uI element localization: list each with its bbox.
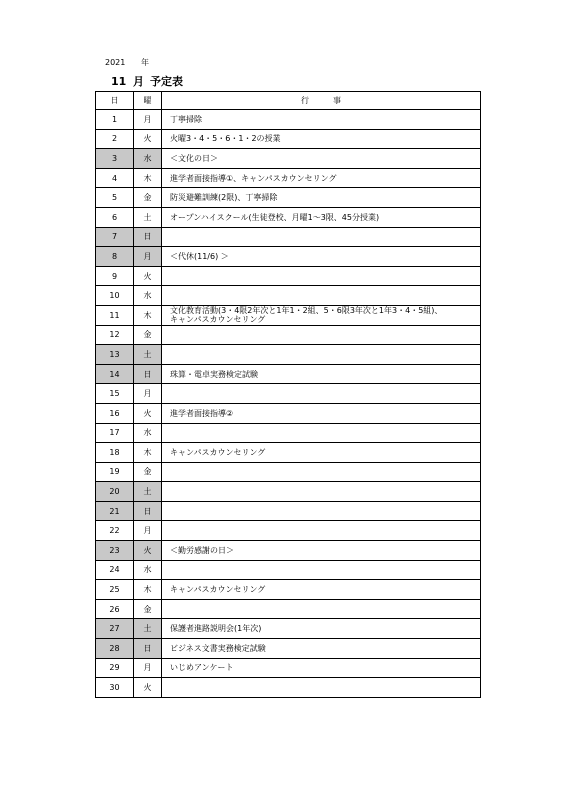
table-row — [96, 364, 481, 384]
year-label: 年 — [141, 58, 149, 67]
day-cell: 1 — [96, 110, 134, 130]
month-label: 月 — [133, 75, 144, 88]
weekday-cell: 日 — [134, 364, 162, 384]
weekday-cell: 土 — [134, 619, 162, 639]
event-cell — [162, 482, 481, 502]
day-cell: 3 — [96, 149, 134, 169]
event-cell: 進学者面接指導② — [162, 403, 481, 423]
month-value: 11 — [111, 75, 127, 88]
weekday-cell: 日 — [134, 227, 162, 247]
day-cell: 5 — [96, 188, 134, 208]
event-cell: ＜文化の日＞ — [162, 149, 481, 169]
weekday-cell: 土 — [134, 345, 162, 365]
event-cell — [162, 678, 481, 698]
day-column-header: 日 — [96, 92, 134, 110]
table-row — [96, 482, 481, 502]
table-header-row — [96, 92, 481, 110]
table-row — [96, 658, 481, 678]
table-row — [96, 403, 481, 423]
day-cell: 11 — [96, 305, 134, 325]
event-cell: 防災避難訓練(2限)、丁寧掃除 — [162, 188, 481, 208]
table-row — [96, 188, 481, 208]
table-row — [96, 286, 481, 306]
table-row — [96, 305, 481, 325]
weekday-cell: 火 — [134, 541, 162, 561]
day-cell: 15 — [96, 384, 134, 404]
table-row — [96, 266, 481, 286]
table-row — [96, 345, 481, 365]
day-cell: 8 — [96, 247, 134, 267]
weekday-cell: 月 — [134, 658, 162, 678]
day-cell: 29 — [96, 658, 134, 678]
day-cell: 26 — [96, 599, 134, 619]
table-row — [96, 639, 481, 659]
weekday-cell: 月 — [134, 521, 162, 541]
event-cell: オープンハイスクール(生徒登校、月曜1～3限、45分授業) — [162, 207, 481, 227]
event-cell — [162, 560, 481, 580]
year-value: 2021 — [105, 58, 126, 67]
day-cell: 27 — [96, 619, 134, 639]
weekday-cell: 金 — [134, 188, 162, 208]
day-cell: 7 — [96, 227, 134, 247]
events-column-header: 行 事 — [162, 92, 481, 110]
table-row — [96, 678, 481, 698]
day-cell: 13 — [96, 345, 134, 365]
page-title: 予定表 — [150, 75, 183, 88]
weekday-column-header: 曜 — [134, 92, 162, 110]
day-cell: 14 — [96, 364, 134, 384]
day-cell: 12 — [96, 325, 134, 345]
weekday-cell: 金 — [134, 599, 162, 619]
event-cell — [162, 423, 481, 443]
day-cell: 4 — [96, 168, 134, 188]
event-cell — [162, 384, 481, 404]
table-row — [96, 619, 481, 639]
weekday-cell: 金 — [134, 462, 162, 482]
table-row — [96, 247, 481, 267]
event-cell: 進学者面接指導①、キャンパスカウンセリング — [162, 168, 481, 188]
event-cell: 保護者進路説明会(1年次) — [162, 619, 481, 639]
day-cell: 18 — [96, 443, 134, 463]
day-cell: 23 — [96, 541, 134, 561]
weekday-cell: 木 — [134, 580, 162, 600]
table-row — [96, 207, 481, 227]
weekday-cell: 水 — [134, 286, 162, 306]
day-cell: 9 — [96, 266, 134, 286]
event-cell: いじめアンケート — [162, 658, 481, 678]
table-row — [96, 443, 481, 463]
weekday-cell: 月 — [134, 384, 162, 404]
day-cell: 2 — [96, 129, 134, 149]
event-cell — [162, 521, 481, 541]
event-cell: 丁寧掃除 — [162, 110, 481, 130]
day-cell: 28 — [96, 639, 134, 659]
schedule-body — [96, 110, 481, 698]
table-row — [96, 462, 481, 482]
event-cell: キャンパスカウンセリング — [162, 580, 481, 600]
event-cell: 火曜3・4・5・6・1・2の授業 — [162, 129, 481, 149]
event-cell: 文化教育活動(3・4限2年次と1年1・2組、5・6限3年次と1年3・4・5組)、 キャンパスカウンセリング — [162, 305, 481, 325]
day-cell: 6 — [96, 207, 134, 227]
weekday-cell: 水 — [134, 560, 162, 580]
weekday-cell: 火 — [134, 266, 162, 286]
table-row — [96, 501, 481, 521]
weekday-cell: 日 — [134, 501, 162, 521]
table-row — [96, 599, 481, 619]
event-cell — [162, 227, 481, 247]
weekday-cell: 木 — [134, 443, 162, 463]
event-cell: ＜代休(11/6) ＞ — [162, 247, 481, 267]
table-row — [96, 423, 481, 443]
year-line — [105, 57, 149, 68]
table-row — [96, 129, 481, 149]
weekday-cell: 火 — [134, 403, 162, 423]
event-cell: ビジネス文書実務検定試験 — [162, 639, 481, 659]
weekday-cell: 月 — [134, 110, 162, 130]
weekday-cell: 木 — [134, 305, 162, 325]
day-cell: 21 — [96, 501, 134, 521]
weekday-cell: 火 — [134, 129, 162, 149]
event-cell — [162, 345, 481, 365]
table-row — [96, 541, 481, 561]
event-cell — [162, 501, 481, 521]
weekday-cell: 火 — [134, 678, 162, 698]
table-row — [96, 168, 481, 188]
day-cell: 19 — [96, 462, 134, 482]
table-row — [96, 580, 481, 600]
weekday-cell: 土 — [134, 207, 162, 227]
schedule-table — [95, 91, 481, 698]
weekday-cell: 月 — [134, 247, 162, 267]
day-cell: 16 — [96, 403, 134, 423]
day-cell: 30 — [96, 678, 134, 698]
day-cell: 22 — [96, 521, 134, 541]
event-cell: ＜勤労感謝の日＞ — [162, 541, 481, 561]
day-cell: 10 — [96, 286, 134, 306]
event-cell: キャンパスカウンセリング — [162, 443, 481, 463]
weekday-cell: 水 — [134, 149, 162, 169]
table-row — [96, 560, 481, 580]
weekday-cell: 金 — [134, 325, 162, 345]
table-row — [96, 227, 481, 247]
event-cell — [162, 462, 481, 482]
day-cell: 17 — [96, 423, 134, 443]
day-cell: 20 — [96, 482, 134, 502]
event-cell — [162, 599, 481, 619]
weekday-cell: 水 — [134, 423, 162, 443]
weekday-cell: 日 — [134, 639, 162, 659]
event-cell — [162, 286, 481, 306]
table-row — [96, 521, 481, 541]
month-line — [111, 73, 183, 89]
table-row — [96, 110, 481, 130]
weekday-cell: 土 — [134, 482, 162, 502]
event-cell — [162, 266, 481, 286]
day-cell: 24 — [96, 560, 134, 580]
day-cell: 25 — [96, 580, 134, 600]
table-row — [96, 149, 481, 169]
weekday-cell: 木 — [134, 168, 162, 188]
table-row — [96, 384, 481, 404]
event-cell: 珠算・電卓実務検定試験 — [162, 364, 481, 384]
event-cell — [162, 325, 481, 345]
table-row — [96, 325, 481, 345]
